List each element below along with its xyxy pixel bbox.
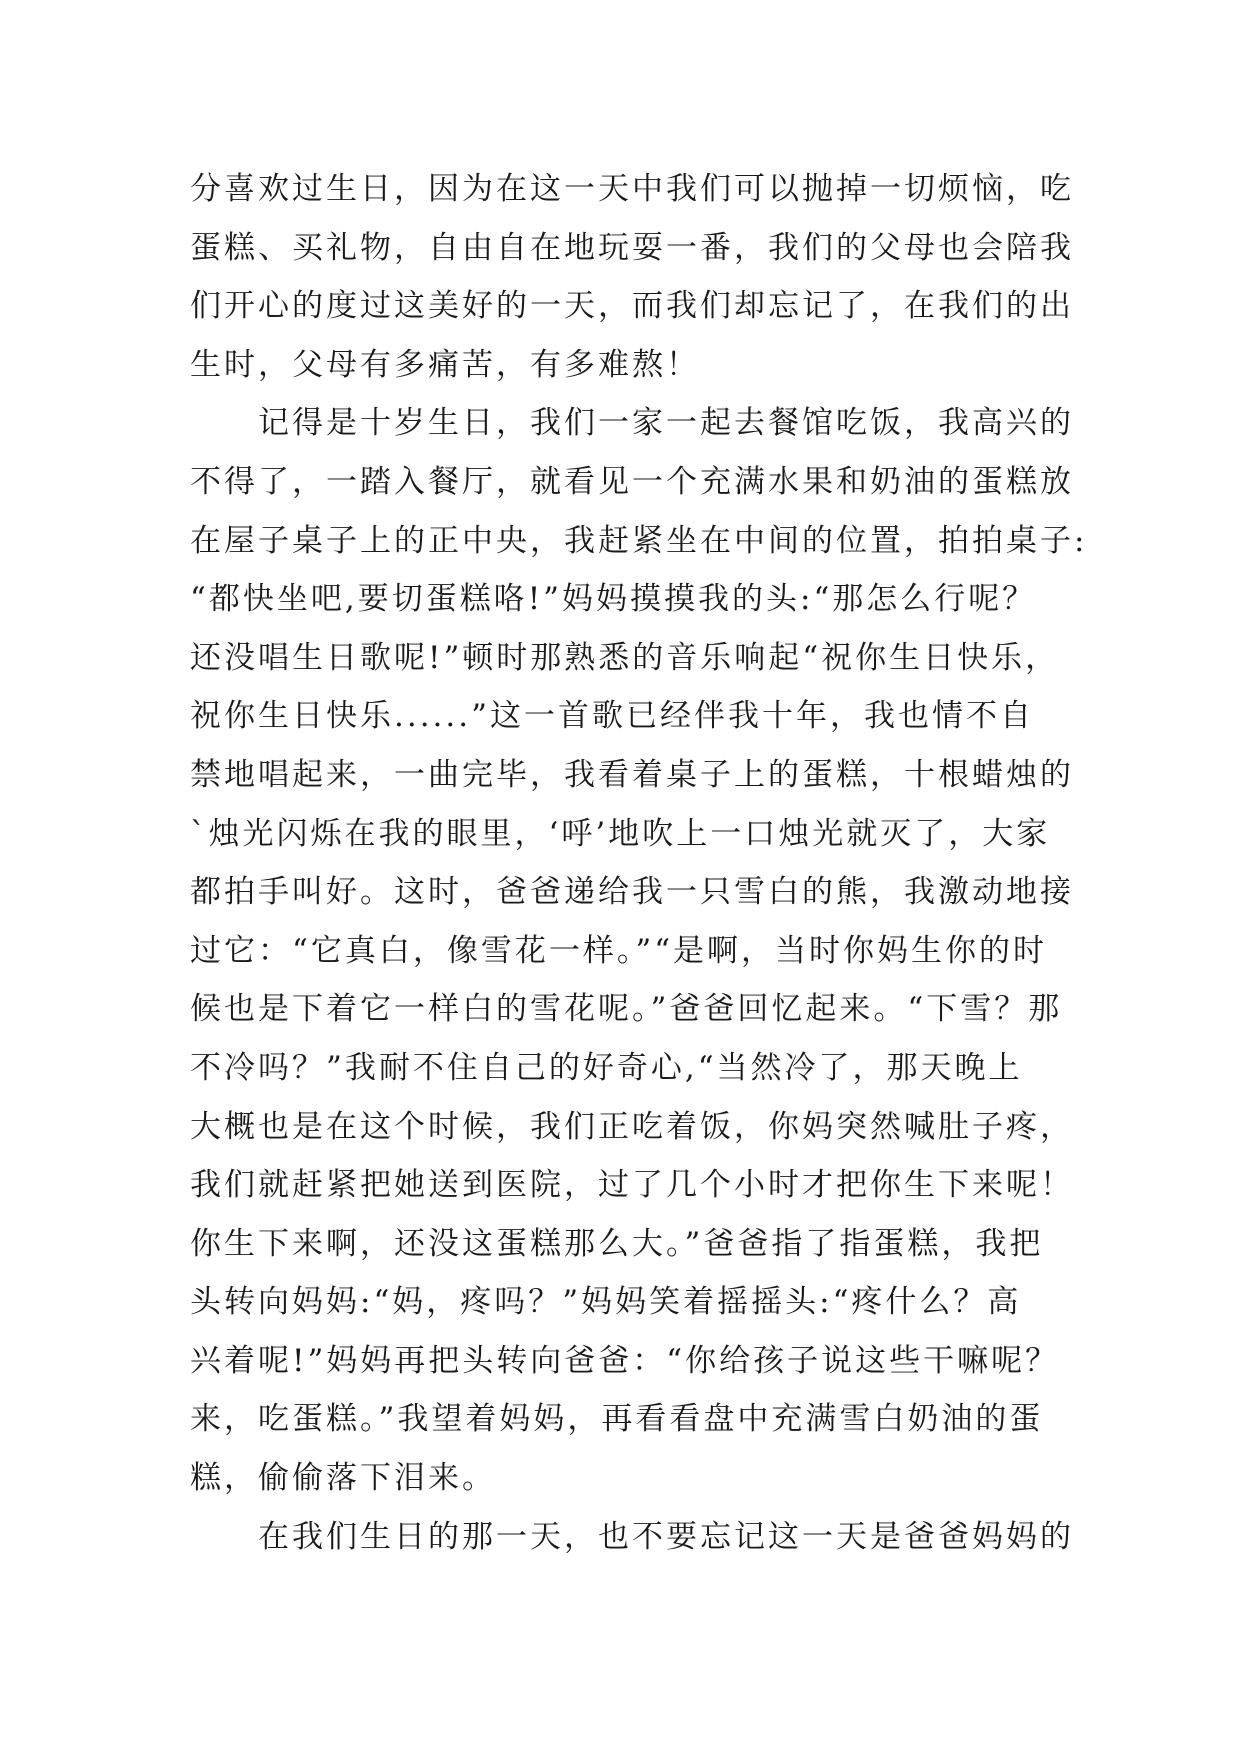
text-line: 过它：“它真白，像雪花一样。”“是啊，当时你妈生你的时 [190,932,1048,969]
text-line: 生时，父母有多痛苦，有多难熬！ [190,346,700,383]
text-line: 候也是下着它一样白的雪花呢。”爸爸回忆起来。“下雪？那 [190,991,1063,1028]
text-line: 分喜欢过生日，因为在这一天中我们可以抛掉一切烦恼，吃 [190,171,1074,207]
text-line: 你生下来啊，还没这蛋糕那么大。”爸爸指了指蛋糕，我把 [190,1225,1044,1262]
text-line: 在屋子桌子上的正中央，我赶紧坐在中间的位置，拍拍桌子: [190,522,1088,559]
text-line: 禁地唱起来，一曲完毕，我看着桌子上的蛋糕，十根蜡烛的 [190,756,1074,793]
text-line: 记得是十岁生日，我们一家一起去餐馆吃饭，我高兴的 [190,405,1074,442]
text-line: 都拍手叫好。这时，爸爸递给我一只雪白的熊，我激动地接 [190,874,1074,911]
text-line: 兴着呢!”妈妈再把头转向爸爸：“你给孩子说这些干嘛呢？ [190,1342,1060,1379]
text-line: 头转向妈妈:“妈，疼吗？”妈妈笑着摇摇头:“疼什么？高 [190,1284,1022,1321]
text-line: 不冷吗？”我耐不住自己的好奇心,“当然冷了，那天晚上 [190,1049,1023,1086]
text-line: 糕，偷偷落下泪来。 [190,1460,496,1497]
text-line: 在我们生日的那一天，也不要忘记这一天是爸爸妈妈的 [190,1518,1074,1555]
text-line: `烛光闪烁在我的眼里，‘呼’地吹上一口烛光就灭了，大家 [190,815,1051,852]
text-line: 大概也是在这个时候，我们正吃着饭，你妈突然喊肚子疼， [190,1108,1074,1145]
text-line: 来，吃蛋糕。”我望着妈妈，再看看盘中充满雪白奶油的蛋 [190,1401,1044,1438]
text-line: 们开心的度过这美好的一天，而我们却忘记了，在我们的出 [190,288,1074,325]
text-line: 不得了，一踏入餐厅，就看见一个充满水果和奶油的蛋糕放 [190,463,1074,500]
text-line: “都快坐吧,要切蛋糕咯!”妈妈摸摸我的头:“那怎么行呢？ [190,581,1037,618]
text-line: 祝你生日快乐......”这一首歌已经伴我十年，我也情不自 [190,698,1034,735]
text-line: 我们就赶紧把她送到医院，过了几个小时才把你生下来呢！ [190,1167,1074,1204]
text-line: 蛋糕、买礼物，自由自在地玩耍一番，我们的父母也会陪我 [190,229,1074,266]
body-text [190,160,1088,1566]
text-line: 还没唱生日歌呢!”顿时那熟悉的音乐响起“祝你生日快乐， [190,639,1060,676]
